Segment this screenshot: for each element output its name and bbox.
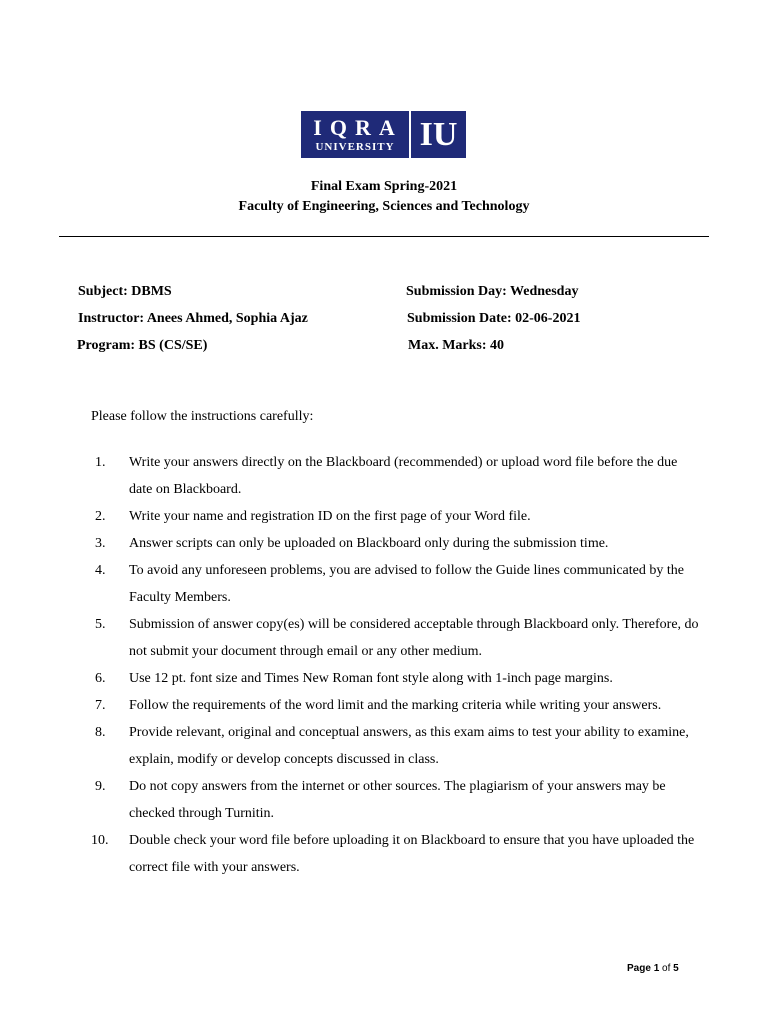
list-item: [0, 692, 768, 719]
page-current: 1: [653, 963, 660, 974]
logo-mark: IU: [411, 111, 466, 158]
item-text: Double check your word file before uploading it on Blackboard to ensure that you have uploaded the correct file with your answers.: [129, 833, 695, 875]
list-item: [0, 665, 768, 692]
item-text: Use 12 pt. font size and Times New Roman font style along with 1-inch page margins.: [129, 671, 613, 686]
item-text: Submission of answer copy(es) will be considered acceptable through Blackboard only. Therefore, do not submit your document through email or any other medium.: [129, 617, 699, 659]
logo-wordmark: [301, 111, 409, 158]
page-footer: [627, 963, 679, 974]
subject-field: Subject: DBMS: [78, 284, 172, 299]
item-number: 4.: [95, 563, 106, 578]
program-field: Program: BS (CS/SE): [77, 338, 208, 353]
page-label: Page: [627, 963, 651, 974]
logo-word: IQRA: [313, 114, 403, 140]
list-item: [0, 503, 768, 530]
item-number: 2.: [95, 509, 106, 524]
exam-title: Final Exam Spring-2021: [310, 179, 458, 194]
item-number: 5.: [95, 617, 106, 632]
item-text: Follow the requirements of the word limit and the marking criteria while writing your answers.: [129, 698, 662, 713]
page-total: 5: [673, 963, 679, 974]
university-logo: [301, 111, 466, 158]
submission-day-field: Submission Day: Wednesday: [406, 284, 579, 299]
list-item: [0, 773, 768, 827]
instructions-list: [0, 449, 768, 881]
faculty-title: Faculty of Engineering, Sciences and Technology: [238, 199, 530, 214]
item-text: Write your answers directly on the Blackboard (recommended) or upload word file before the due date on Blackboard.: [129, 455, 678, 497]
list-item: [0, 719, 768, 773]
header-divider: [59, 236, 709, 237]
instructor-field: Instructor: Anees Ahmed, Sophia Ajaz: [78, 311, 308, 326]
item-text: Answer scripts can only be uploaded on Blackboard only during the submission time.: [129, 536, 609, 551]
item-number: 1.: [95, 455, 106, 470]
list-item: [0, 827, 768, 881]
instructions-intro: Please follow the instructions carefully:: [91, 409, 314, 424]
item-number: 3.: [95, 536, 106, 551]
list-item: [0, 530, 768, 557]
item-text: Write your name and registration ID on the first page of your Word file.: [129, 509, 531, 524]
item-number: 9.: [95, 779, 106, 794]
item-text: Provide relevant, original and conceptual answers, as this exam aims to test your ability to examine, explain, modify or develop concepts discussed in class.: [129, 725, 689, 767]
item-number: 8.: [95, 725, 106, 740]
item-text: Do not copy answers from the internet or other sources. The plagiarism of your answers may be checked through Turnitin.: [129, 779, 666, 821]
item-text: To avoid any unforeseen problems, you are advised to follow the Guide lines communicated by the Faculty Members.: [129, 563, 684, 605]
list-item: [0, 449, 768, 503]
list-item: [0, 611, 768, 665]
item-number: 6.: [95, 671, 106, 686]
page-of: of: [662, 963, 671, 974]
max-marks-field: Max. Marks: 40: [408, 338, 505, 353]
list-item: [0, 557, 768, 611]
item-number: 10.: [91, 833, 109, 848]
item-number: 7.: [95, 698, 106, 713]
submission-date-field: Submission Date: 02-06-2021: [407, 311, 581, 326]
logo-subtitle: UNIVERSITY: [315, 140, 395, 153]
